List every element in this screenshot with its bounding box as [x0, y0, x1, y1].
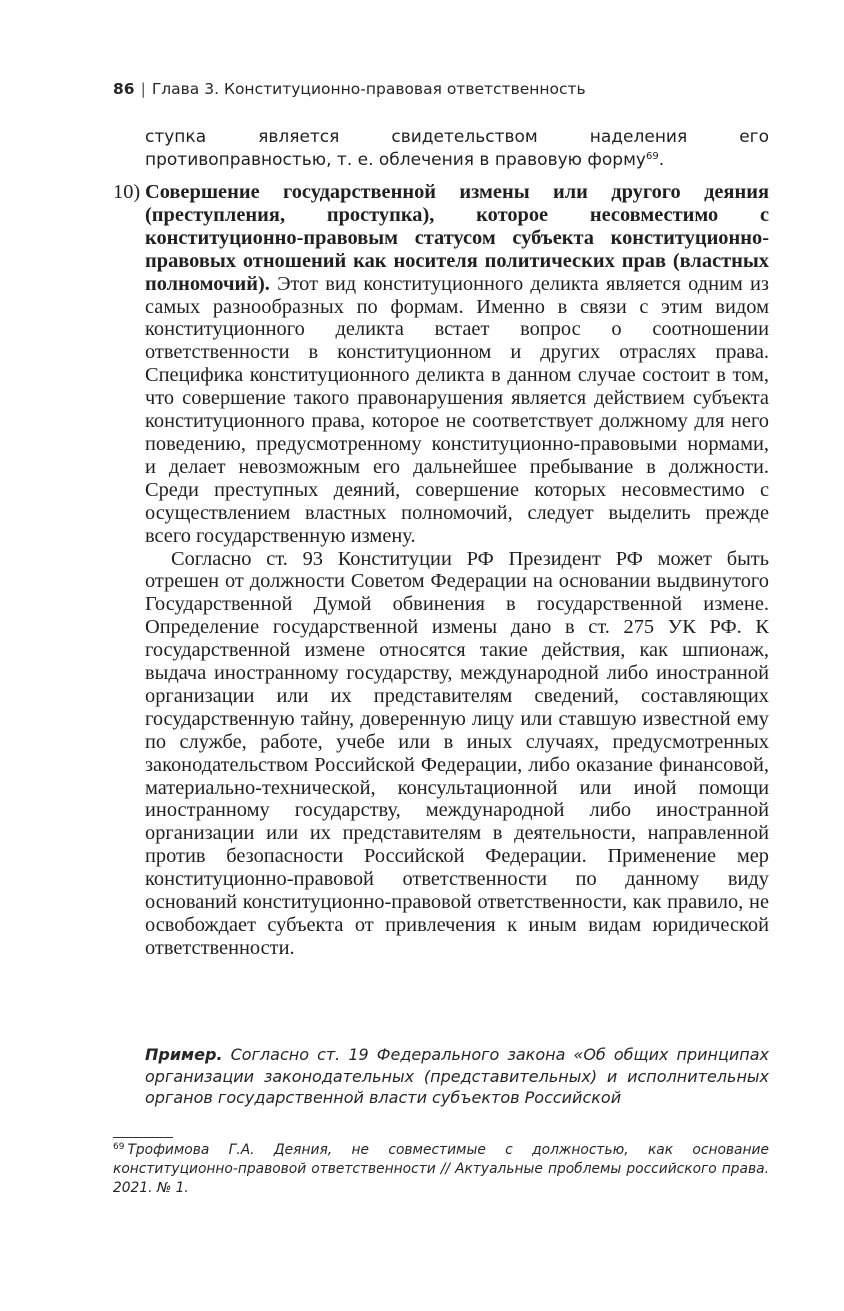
item-text-1: Этот вид конституционного деликта является одним из самых разнообразных по формам. Именно в связи с этим видом конституционного деликта встает вопрос о соотношении ответственности в конституционном и других отраслях права. Специфика конституционного деликта в данном случае состоит в том, что совершение такого правонарушения является действием субъекта конституционного права, которое не соответствует должному для него поведению, предусмотренному конституционно-правовыми нормами, и делает невозможным его дальнейшее пребывание в должности. Среди преступных деяний, совершение которых несовместимо с осуществлением властных полномочий, следует выделить прежде всего государственную измену.	[145, 272, 769, 547]
example-text: Согласно ст. 19 Федерального закона «Об общих принципах организации законодательных (представительных) и исполнительных органов государственной власти субъектов Российской	[145, 1045, 769, 1107]
list-item-10	[113, 181, 769, 960]
footnote-number: 69	[113, 1142, 125, 1152]
footnote-divider	[113, 1137, 173, 1138]
footnote-reference: 69	[645, 151, 659, 162]
running-header	[113, 80, 586, 98]
list-marker: 10)	[113, 181, 141, 203]
list-item-body	[145, 181, 769, 960]
page-number: 86	[113, 80, 135, 98]
item-lead-bold: Совершение государственной измены или другого деяния (преступления, проступка), которое несовместимо с конституционно-правовым статусом субъекта конституционно-правовых отношений как носителя политических прав (властных полномочий).	[145, 181, 769, 295]
item-paragraph-2	[145, 548, 769, 960]
item-text-2: Согласно ст. 93 Конституции РФ Президент РФ может быть отрешен от должности Советом Федерации на основании выдвинутого Государственной Думой обвинения в государственной измене. Определение государственной измены дано в ст. 275 УК РФ. К государственной измене относятся такие действия, как шпионаж, выдача иностранному государству, международной либо иностранной организации или их представителям сведений, составляющих государственную тайну, доверенную лицу или ставшую известной ему по службе, работе, учебе или в иных случаях, предусмотренных законодательством Российской Федерации, либо оказание финансовой, материально-технической, консультационной или иной помощи иностранному государству, международной либо иностранной организации или их представителям в деятельности, направленной против безопасности Российской Федерации. Применение мер конституционно-правовой ответственности по данному виду оснований конституционно-правовой ответственности, как правило, не освобождает субъекта от привлечения к иным видам юридической ответственности.	[145, 547, 769, 959]
example-paragraph	[145, 1044, 769, 1109]
item-paragraph-1	[145, 181, 769, 548]
header-separator: |	[140, 80, 146, 98]
footnote-text: Трофимова Г.А. Деяния, не совместимые с должностью, как основание конституционно-правовой ответственности // Актуальные проблемы российского права. 2021. № 1.	[113, 1142, 769, 1196]
example-label: Пример.	[145, 1045, 223, 1064]
continued-paragraph	[145, 126, 769, 172]
chapter-title: Глава 3. Конституционно-правовая ответственность	[151, 80, 586, 98]
footnote	[113, 1141, 769, 1198]
continued-text: ступка является свидетельством наделения его противоправностью, т. е. облечения в правовую форму	[145, 127, 769, 170]
continued-text-end: .	[658, 150, 665, 170]
